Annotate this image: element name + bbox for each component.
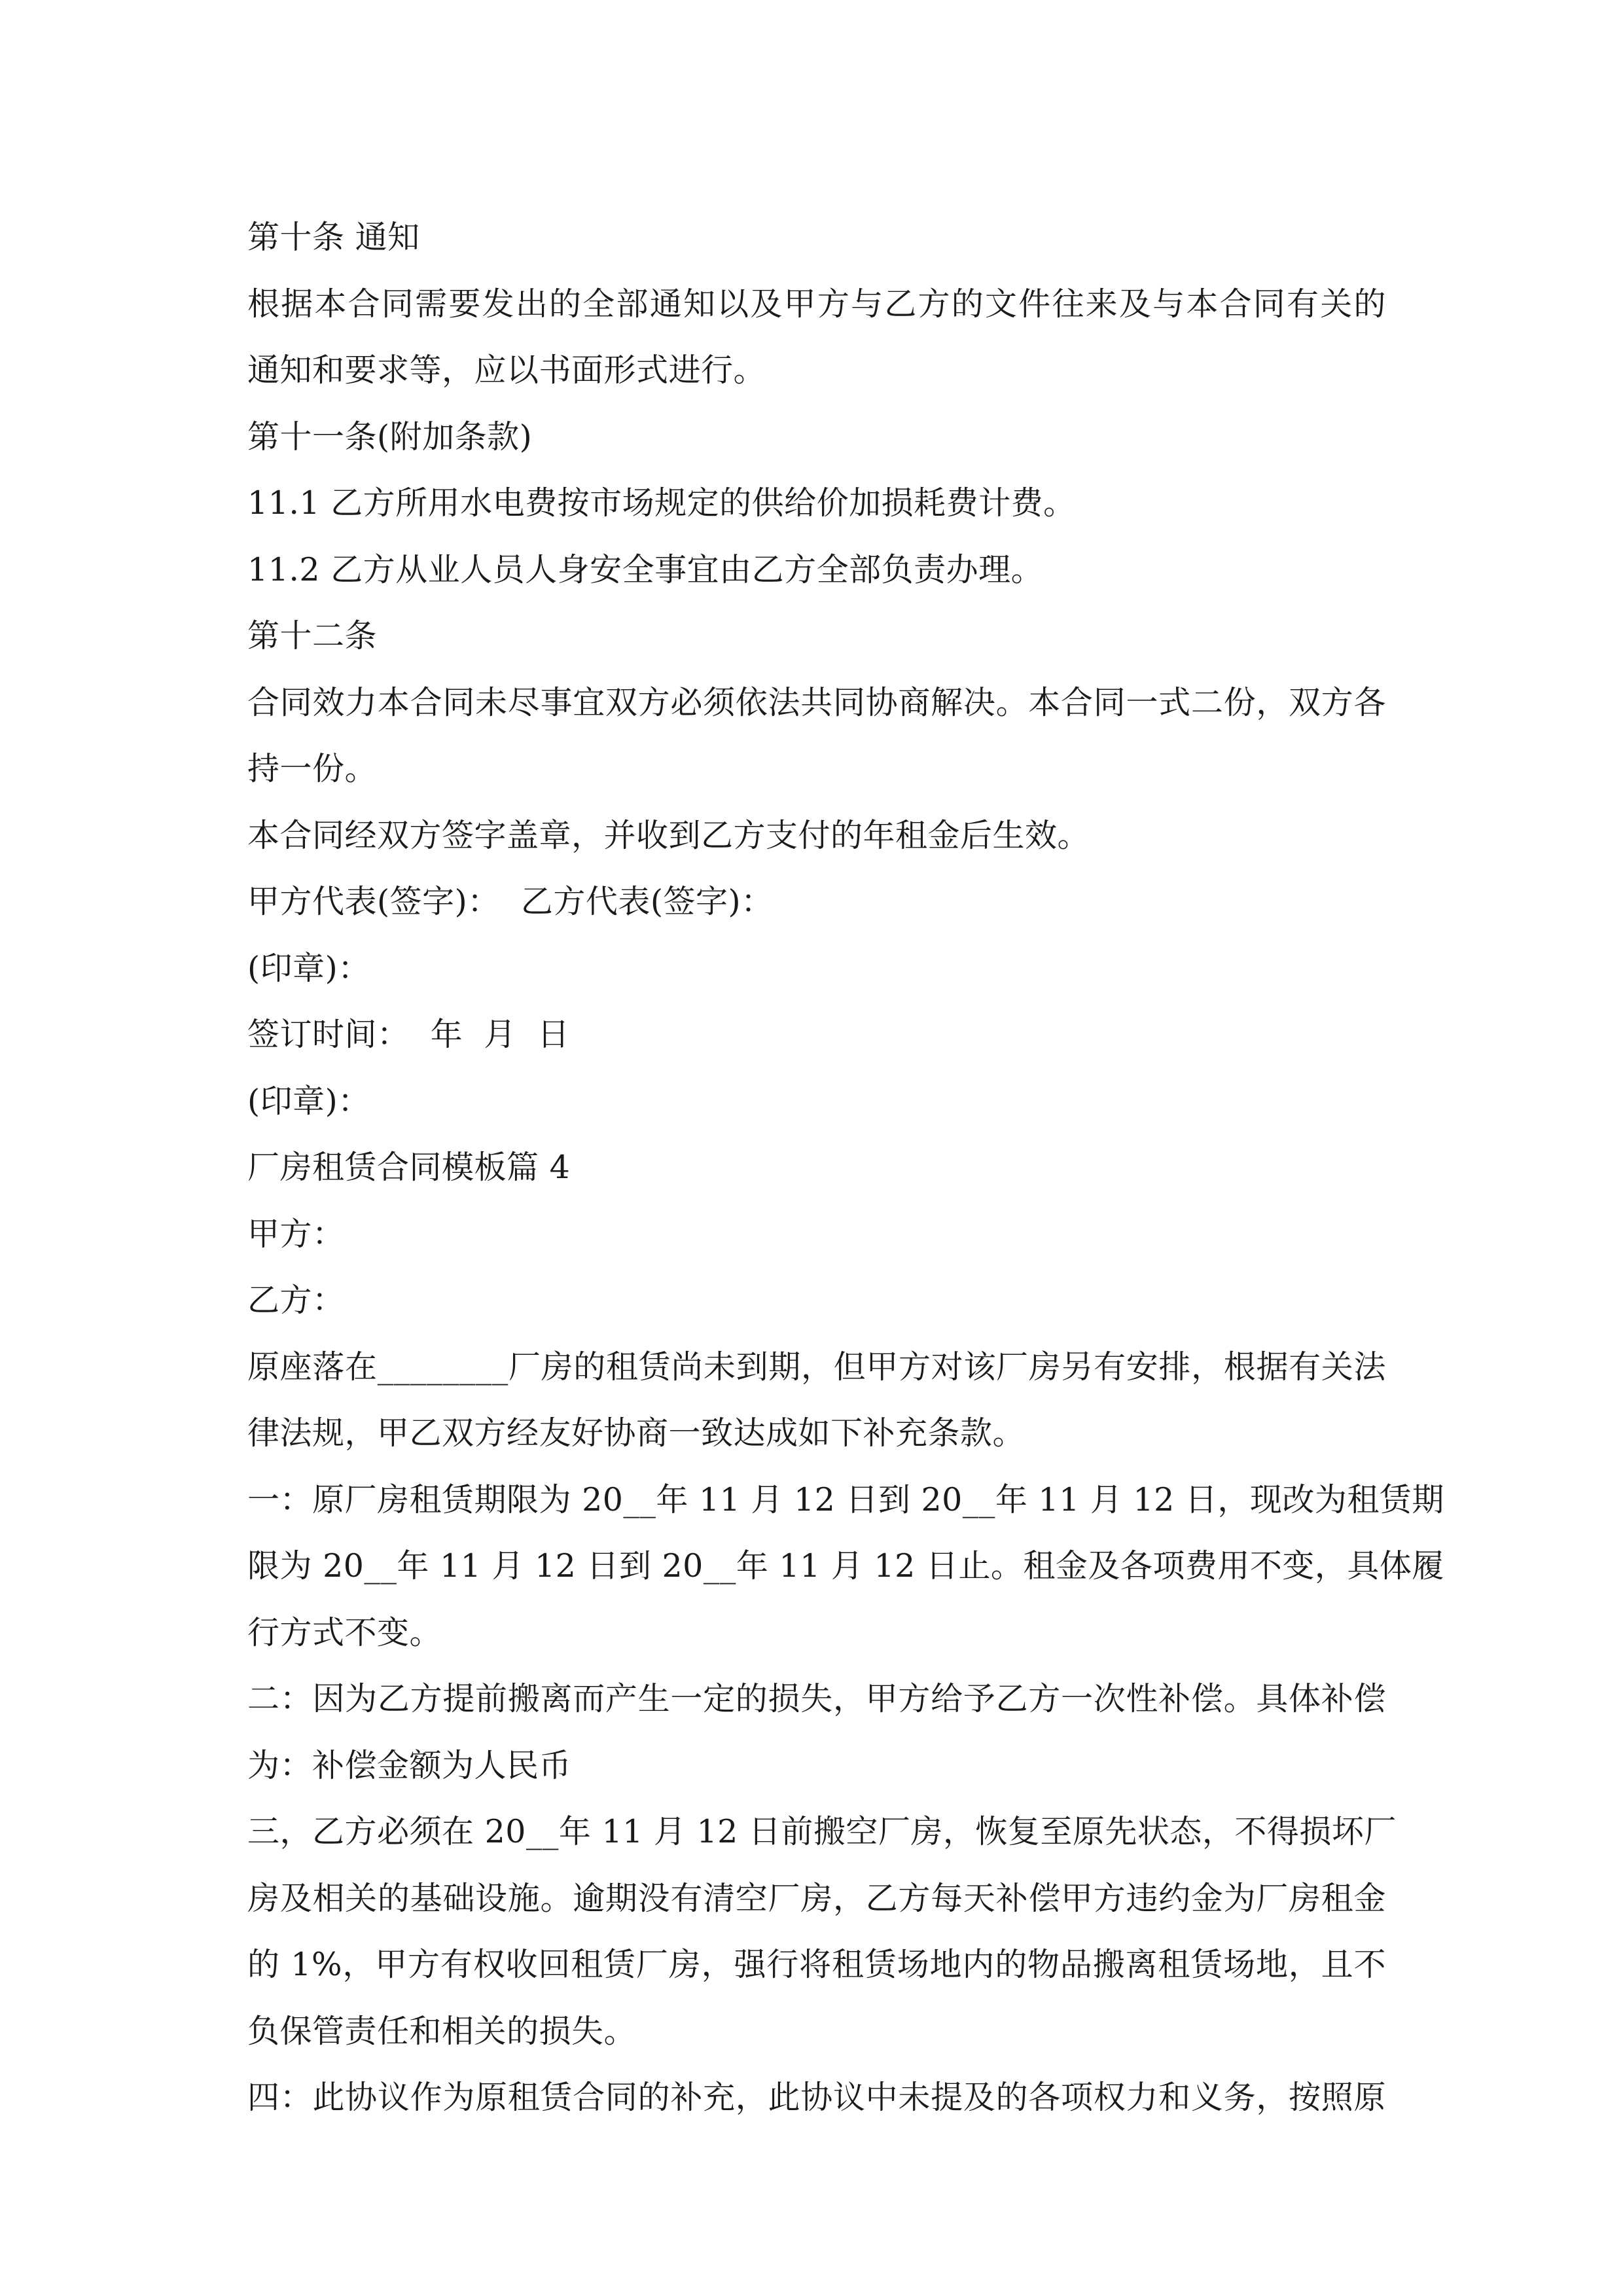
article-12-heading: 第十二条 [247,617,378,655]
text-line: 持一份。 [247,750,378,787]
document-body [247,204,1444,2131]
section-title: 厂房租赁合同模板篇 4 [247,1149,571,1186]
clause-2-line: 二：因为乙方提前搬离而产生一定的损失，甲方给予乙方一次性补偿。具体补偿 [247,1680,1386,1717]
clause-2-line: 为：补偿金额为人民币 [247,1746,572,1784]
party-b-line: 乙方： [247,1282,345,1319]
text-line: 根据本合同需要发出的全部通知以及甲方与乙方的文件往来及与本合同有关的 [247,285,1386,323]
clause-3-line: 负保管责任和相关的损失。 [247,2012,637,2050]
clause-11-1: 11.1 乙方所用水电费按市场规定的供给价加损耗费计费。 [247,484,1076,522]
clause-1-line: 一：原厂房租赁期限为 20__年 11 月 12 日到 20__年 11 月 12 日，现改为租赁期 [247,1480,1444,1518]
text-line: 本合同经双方签字盖章，并收到乙方支付的年租金后生效。 [247,816,1090,854]
clause-3-line: 的 1%，甲方有权收回租赁厂房，强行将租赁场地内的物品搬离租赁场地，且不 [247,1946,1386,1983]
seal-line: (印章)： [247,949,370,987]
text-line: 合同效力本合同未尽事宜双方必须依法共同协商解决。本合同一式二份，双方各 [247,683,1386,721]
clause-4-line: 四：此协议作为原租赁合同的补充，此协议中未提及的各项权力和义务，按照原 [247,2079,1386,2116]
text-line: 通知和要求等，应以书面形式进行。 [247,351,766,389]
seal-line: (印章)： [247,1082,370,1120]
clause-1-line: 限为 20__年 11 月 12 日到 20__年 11 月 12 日止。租金及各项费用不变，具体履 [247,1547,1444,1585]
party-a-line: 甲方： [247,1215,345,1253]
article-10-heading: 第十条 通知 [247,219,420,256]
text-line: 原座落在________厂房的租赁尚未到期，但甲方对该厂房另有安排，根据有关法 [247,1348,1386,1386]
text-line: 律法规，甲乙双方经友好协商一致达成如下补充条款。 [247,1414,1026,1452]
signature-line: 甲方代表(签字)： 乙方代表(签字)： [247,883,774,920]
clause-3-line: 房及相关的基础设施。逾期没有清空厂房，乙方每天补偿甲方违约金为厂房租金 [247,1879,1386,1917]
signing-date-line: 签订时间： 年 月 日 [247,1016,570,1053]
clause-3-line: 三，乙方必须在 20__年 11 月 12 日前搬空厂房，恢复至原先状态，不得损坏厂 [247,1813,1397,1850]
clause-11-2: 11.2 乙方从业人员人身安全事宜由乙方全部负责办理。 [247,550,1044,588]
article-11-heading: 第十一条(附加条款) [247,418,533,456]
clause-1-line: 行方式不变。 [247,1613,442,1651]
